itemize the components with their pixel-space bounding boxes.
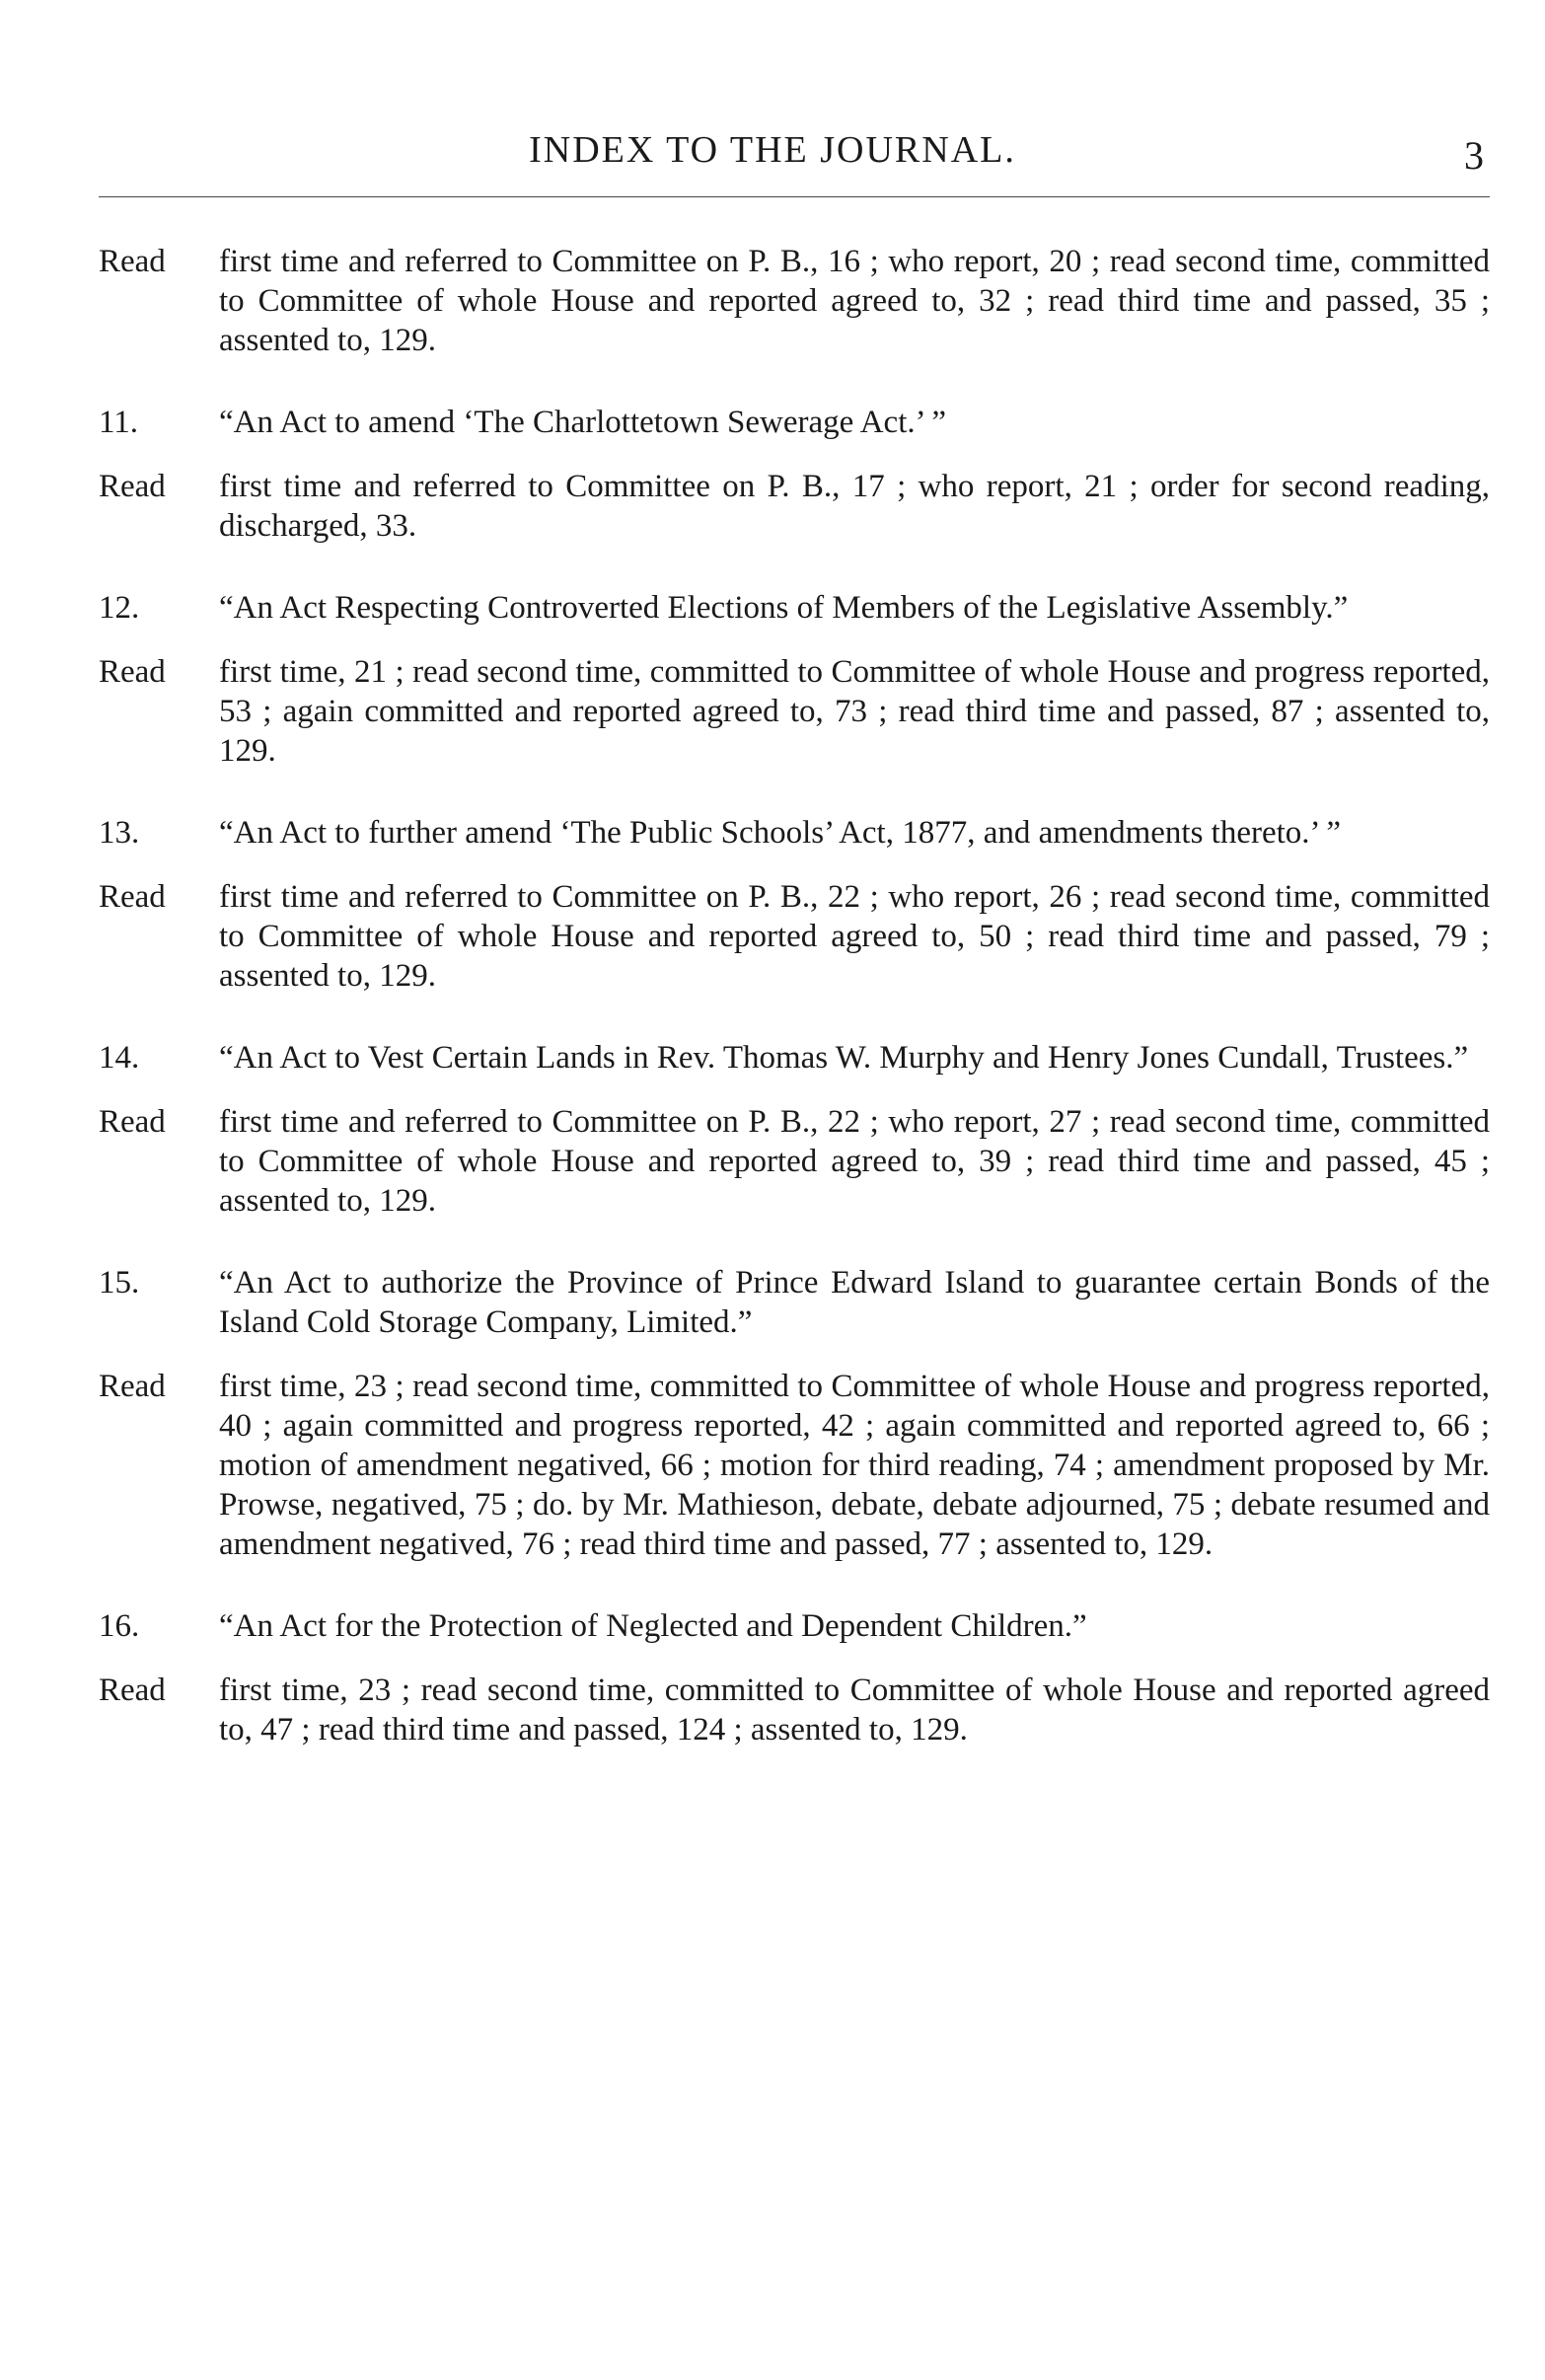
index-body [99,242,1490,1792]
read-label: Read [99,1104,166,1140]
bill-title-16 [99,1606,1490,1646]
read-label: Read [99,1369,166,1404]
header-rule [99,196,1490,197]
running-header [0,128,1545,187]
bill-number: 16. [99,1608,140,1644]
read-text: first time and referred to Committee on P. B., 22 ; who report, 26 ; read second time, committed to Committee of whole House and reported agreed to, 50 ; read third time and passed, 79 ; assented to, 129. [219,879,1490,994]
bill-title-text: “An Act to further amend ‘The Public Schools’ Act, 1877, and amendments thereto.’ ” [219,815,1341,851]
read-entry-16 [99,1671,1490,1749]
bill-number: 15. [99,1265,140,1301]
bill-title-11 [99,403,1490,442]
bill-title-text: “An Act Respecting Controverted Elections of Members of the Legislative Assembly.” [219,590,1349,626]
read-text: first time, 23 ; read second time, committed to Committee of whole House and reported agreed to, 47 ; read third time and passed, 124 ; assented to, 129. [219,1673,1490,1748]
page-number: 3 [1464,133,1484,178]
read-entry-14 [99,1102,1490,1221]
bill-title-text: “An Act to authorize the Province of Prince Edward Island to guarantee certain Bonds of the Island Cold Storage Company, Limited.” [219,1265,1490,1340]
read-label: Read [99,469,166,504]
bill-title-text: “An Act to amend ‘The Charlottetown Sewerage Act.’ ” [219,405,947,440]
read-text: first time, 23 ; read second time, committed to Committee of whole House and progress reported, 40 ; again committed and progress reported, 42 ; again committed and reported agreed to, 66 ; motion of amendment negatived, 66 ; motion for third reading, 74 ; amendment proposed by Mr. Prowse, negatived, 75 ; do. by Mr. Mathieson, debate, debate adjourned, 75 ; debate resumed and amendment negatived, 76 ; read third time and passed, 77 ; assented to, 129. [219,1369,1490,1562]
read-entry-10 [99,242,1490,360]
bill-number: 11. [99,405,139,440]
bill-number: 12. [99,590,140,626]
bill-title-text: “An Act for the Protection of Neglected and Dependent Children.” [219,1608,1087,1644]
read-entry-11 [99,467,1490,546]
read-label: Read [99,654,166,690]
read-label: Read [99,879,166,915]
read-label: Read [99,1673,166,1708]
bill-title-12 [99,588,1490,628]
bill-title-14 [99,1038,1490,1078]
read-label: Read [99,244,166,279]
bill-number: 14. [99,1040,140,1076]
read-entry-15 [99,1367,1490,1564]
bill-title-text: “An Act to Vest Certain Lands in Rev. Thomas W. Murphy and Henry Jones Cundall, Trustees.” [219,1040,1469,1076]
read-entry-13 [99,877,1490,996]
read-text: first time and referred to Committee on P. B., 22 ; who report, 27 ; read second time, committed to Committee of whole House and reported agreed to, 39 ; read third time and passed, 45 ; assented to, 129. [219,1104,1490,1219]
bill-title-13 [99,813,1490,853]
page-title: INDEX TO THE JOURNAL. [529,129,1016,171]
read-text: first time and referred to Committee on P. B., 17 ; who report, 21 ; order for second reading, discharged, 33. [219,469,1490,544]
read-text: first time, 21 ; read second time, committed to Committee of whole House and progress reported, 53 ; again committed and reported agreed to, 73 ; read third time and passed, 87 ; assented to, 129. [219,654,1490,769]
bill-title-15 [99,1263,1490,1342]
read-entry-12 [99,652,1490,771]
bill-number: 13. [99,815,140,851]
read-text: first time and referred to Committee on P. B., 16 ; who report, 20 ; read second time, committed to Committee of whole House and reported agreed to, 32 ; read third time and passed, 35 ; assented to, 129. [219,244,1490,358]
